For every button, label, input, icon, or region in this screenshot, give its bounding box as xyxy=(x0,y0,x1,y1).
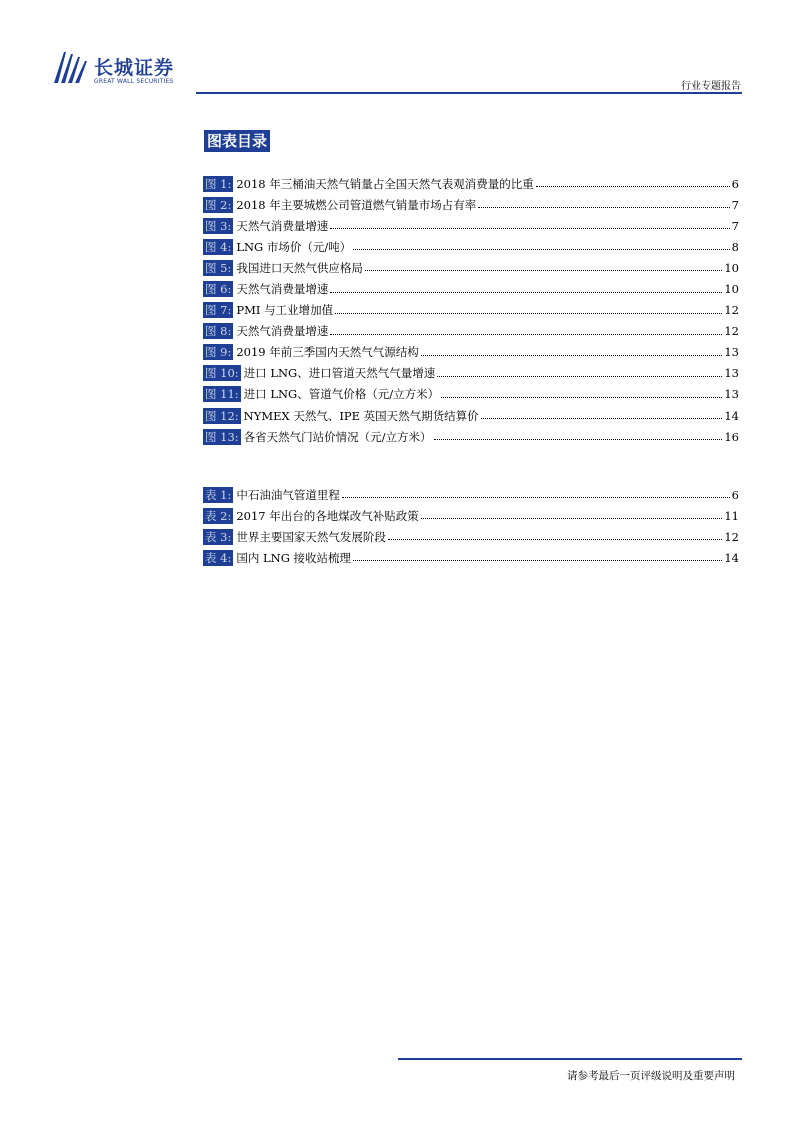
dot-leader xyxy=(421,518,723,519)
figure-toc-entry[interactable] xyxy=(203,215,739,236)
entry-page-number: 6 xyxy=(731,487,739,502)
entry-page-number: 13 xyxy=(724,345,739,360)
dot-leader xyxy=(388,539,723,540)
entry-label: 图 3: xyxy=(205,218,232,233)
dot-leader xyxy=(437,376,722,377)
great-wall-logo-icon xyxy=(52,50,90,84)
entry-label: 图 4: xyxy=(205,239,232,254)
entry-label: 图 2: xyxy=(205,197,232,212)
dot-leader xyxy=(330,334,722,335)
dot-leader xyxy=(330,228,729,229)
figure-list xyxy=(203,173,739,447)
figure-toc-entry[interactable] xyxy=(203,342,739,363)
entry-page-number: 10 xyxy=(724,260,739,275)
entry-label: 图 13: xyxy=(205,429,239,444)
figure-toc-entry[interactable] xyxy=(203,194,739,215)
entry-title[interactable]: PMI 与工业增加值 xyxy=(236,303,334,318)
dot-leader xyxy=(536,186,730,187)
entry-title[interactable]: 2017 年出台的各地煤改气补贴政策 xyxy=(236,508,419,523)
dot-leader xyxy=(365,270,723,271)
footer-divider xyxy=(398,1058,742,1060)
entry-label: 图 8: xyxy=(205,324,232,339)
entry-title[interactable]: 中石油油气管道里程 xyxy=(236,487,340,502)
entry-label: 图 7: xyxy=(205,303,232,318)
logo-chinese-name: 长城证券 xyxy=(94,57,175,79)
entry-page-number: 13 xyxy=(724,387,739,402)
entry-label: 图 12: xyxy=(205,408,239,423)
entry-title[interactable]: 我国进口天然气供应格局 xyxy=(236,260,363,275)
figure-toc-entry[interactable] xyxy=(203,363,739,384)
dot-leader xyxy=(353,249,729,250)
entry-title[interactable]: 进口 LNG、管道气价格（元/立方米） xyxy=(243,387,440,402)
entry-label: 图 1: xyxy=(205,176,232,191)
figure-toc-entry[interactable] xyxy=(203,173,739,194)
logo-english-name: GREAT WALL SECURITIES xyxy=(94,78,174,85)
figure-toc-entry[interactable] xyxy=(203,321,739,342)
entry-page-number: 11 xyxy=(724,508,739,523)
dot-leader xyxy=(478,207,729,208)
entry-page-number: 10 xyxy=(724,282,739,297)
dot-leader xyxy=(342,497,730,498)
entry-title[interactable]: 世界主要国家天然气发展阶段 xyxy=(236,529,386,544)
footer-disclaimer: 请参考最后一页评级说明及重要声明 xyxy=(567,1070,735,1082)
toc-title: 图表目录 xyxy=(204,130,270,152)
entry-page-number: 16 xyxy=(724,429,739,444)
entry-page-number: 7 xyxy=(731,197,739,212)
dot-leader xyxy=(481,418,723,419)
dot-leader xyxy=(353,560,722,561)
entry-page-number: 14 xyxy=(724,550,739,565)
entry-title[interactable]: NYMEX 天然气、IPE 英国天然气期货结算价 xyxy=(243,408,479,423)
entry-label: 表 4: xyxy=(205,550,232,565)
dot-leader xyxy=(330,292,722,293)
figure-toc-entry[interactable] xyxy=(203,384,739,405)
entry-title[interactable]: LNG 市场价（元/吨） xyxy=(236,239,352,254)
entry-title[interactable]: 天然气消费量增速 xyxy=(236,282,329,297)
dot-leader xyxy=(434,439,723,440)
entry-title[interactable]: 各省天然气门站价情况（元/立方米） xyxy=(243,429,432,444)
table-toc-entry[interactable] xyxy=(203,484,739,505)
figure-toc-entry[interactable] xyxy=(203,257,739,278)
entry-title[interactable]: 2018 年主要城燃公司管道燃气销量市场占有率 xyxy=(236,197,477,212)
entry-label: 图 5: xyxy=(205,260,232,275)
entry-title[interactable]: 天然气消费量增速 xyxy=(236,218,329,233)
dot-leader xyxy=(335,313,722,314)
table-list xyxy=(203,484,739,568)
table-toc-entry[interactable] xyxy=(203,526,739,547)
entry-page-number: 14 xyxy=(724,408,739,423)
entry-page-number: 12 xyxy=(724,324,739,339)
entry-title[interactable]: 进口 LNG、进口管道天然气气量增速 xyxy=(243,366,436,381)
company-logo xyxy=(52,50,192,90)
figure-toc-entry[interactable] xyxy=(203,278,739,299)
entry-page-number: 13 xyxy=(724,366,739,381)
figure-toc-entry[interactable] xyxy=(203,405,739,426)
entry-label: 图 6: xyxy=(205,282,232,297)
entry-label: 图 11: xyxy=(205,387,239,402)
dot-leader xyxy=(421,355,723,356)
entry-page-number: 12 xyxy=(724,303,739,318)
dot-leader xyxy=(441,397,722,398)
entry-page-number: 7 xyxy=(731,218,739,233)
entry-page-number: 8 xyxy=(731,239,739,254)
figure-toc-entry[interactable] xyxy=(203,236,739,257)
table-toc-entry[interactable] xyxy=(203,505,739,526)
header-divider xyxy=(196,92,742,94)
entry-label: 图 10: xyxy=(205,366,239,381)
entry-label: 表 2: xyxy=(205,508,232,523)
entry-label: 表 1: xyxy=(205,487,232,502)
table-toc-entry[interactable] xyxy=(203,547,739,568)
entry-title[interactable]: 国内 LNG 接收站梳理 xyxy=(236,550,352,565)
entry-title[interactable]: 2018 年三桶油天然气销量占全国天然气表观消费量的比重 xyxy=(236,176,534,191)
entry-page-number: 6 xyxy=(731,176,739,191)
figure-toc-entry[interactable] xyxy=(203,300,739,321)
document-type: 行业专题报告 xyxy=(681,81,741,92)
entry-label: 表 3: xyxy=(205,529,232,544)
entry-page-number: 12 xyxy=(724,529,739,544)
entry-title[interactable]: 2019 年前三季国内天然气气源结构 xyxy=(236,345,419,360)
entry-title[interactable]: 天然气消费量增速 xyxy=(236,324,329,339)
figure-toc-entry[interactable] xyxy=(203,426,739,447)
entry-label: 图 9: xyxy=(205,345,232,360)
